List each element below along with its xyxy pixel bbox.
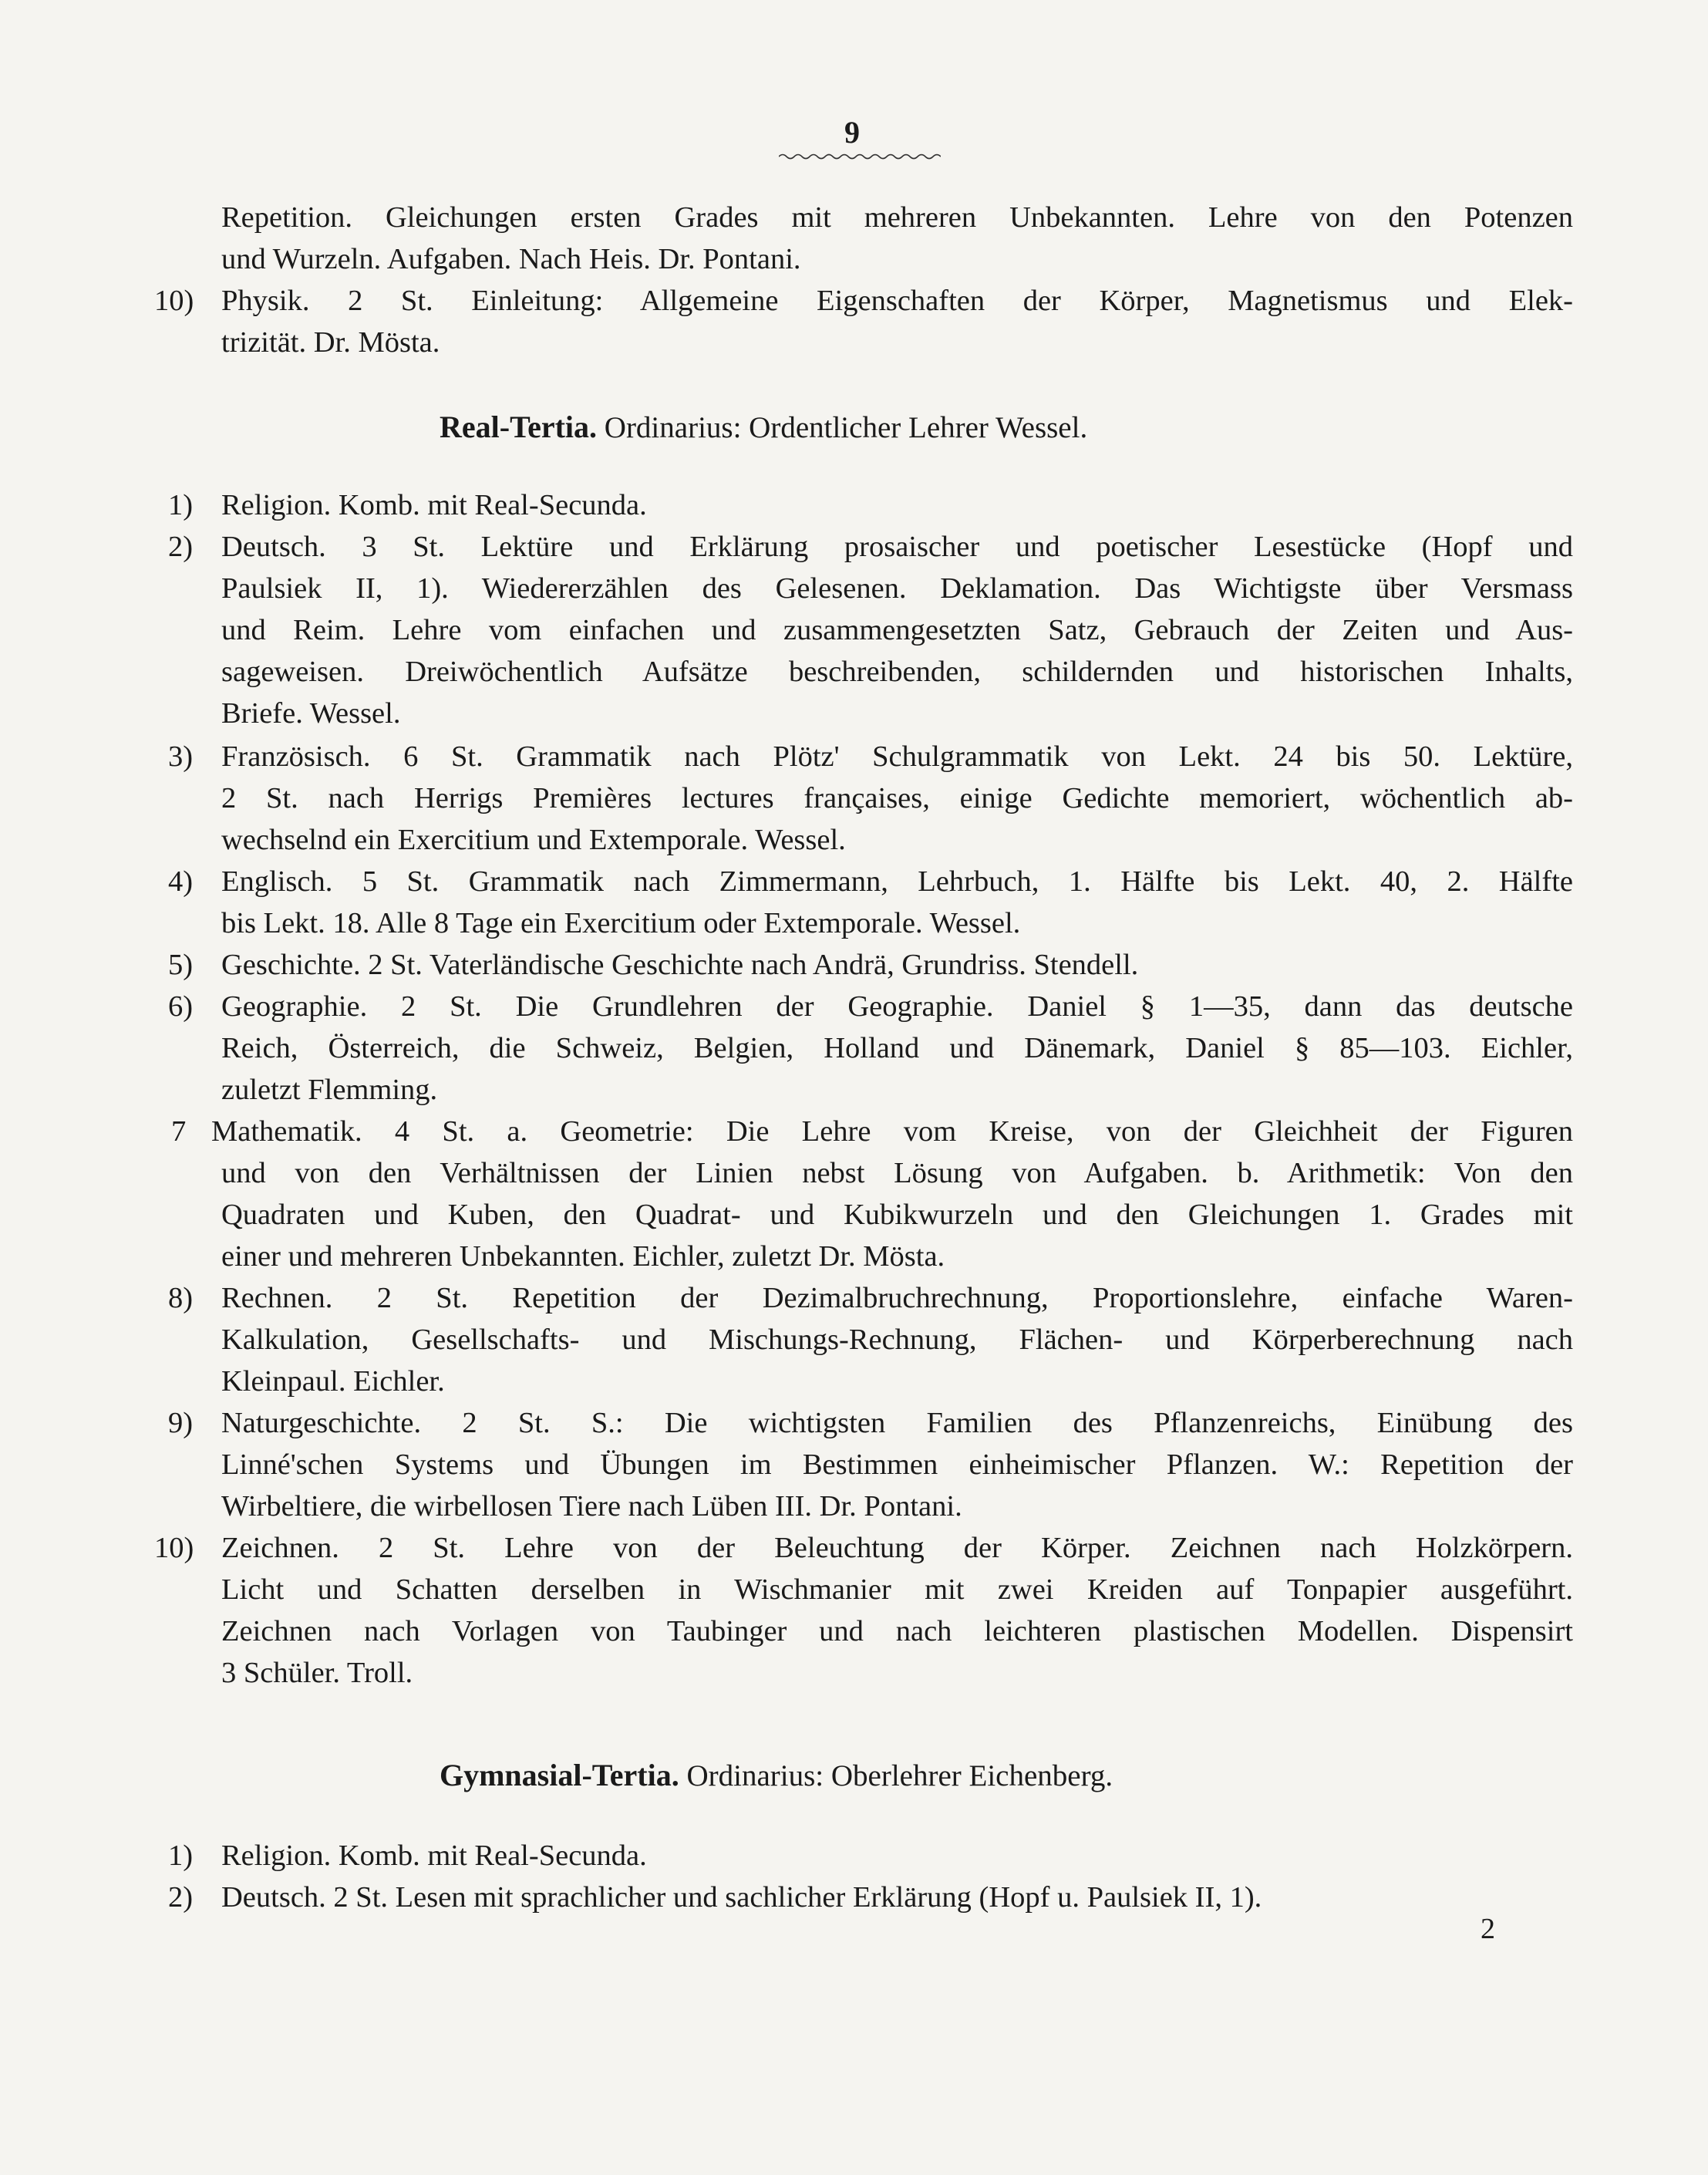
item-line: Mathematik. 4 St. a. Geometrie: Die Lehre vom Kreise, von der Gleichheit der Figuren xyxy=(211,1115,1573,1148)
item-line: Englisch. 5 St. Grammatik nach Zimmermann, Lehrbuch, 1. Hälfte bis Lekt. 40, 2. Hälfte xyxy=(221,865,1573,898)
item-line: Geographie. 2 St. Die Grundlehren der Geographie. Daniel § 1—35, dann das deutsche xyxy=(221,990,1573,1023)
item-number: 1) xyxy=(168,1839,194,1872)
item-line: Naturgeschichte. 2 St. S.: Die wichtigsten Familien des Pflanzenreichs, Einübung des xyxy=(221,1407,1573,1439)
signature-mark: 2 xyxy=(1481,1913,1495,1945)
item-line: sageweisen. Dreiwöchentlich Aufsätze beschreibenden, schildernden und historischen Inhalts, xyxy=(221,656,1573,688)
item-line: 3 Schüler. Troll. xyxy=(221,1657,413,1689)
item-line: Kalkulation, Gesellschafts- und Mischungs-Rechnung, Flächen- und Körperberechnung nach xyxy=(221,1324,1573,1356)
item-line: Kleinpaul. Eichler. xyxy=(221,1365,445,1398)
item-number: 4) xyxy=(168,865,194,898)
item-line: und Reim. Lehre vom einfachen und zusammengesetzten Satz, Gebrauch der Zeiten und Aus- xyxy=(221,614,1573,646)
item-line: Französisch. 6 St. Grammatik nach Plötz' Schulgrammatik von Lekt. 24 bis 50. Lektüre, xyxy=(221,740,1573,773)
item-number: 2) xyxy=(168,531,194,563)
item-number: 10) xyxy=(154,1532,194,1564)
item-number: 6) xyxy=(168,990,194,1023)
intro-line-1: Repetition. Gleichungen ersten Grades mit mehreren Unbekannten. Lehre von den Potenzen xyxy=(221,201,1573,234)
section-ordinarius: Ordinarius: Ordentlicher Lehrer Wessel. xyxy=(604,411,1088,444)
item-number: 1) xyxy=(168,489,194,521)
item-line: Paulsiek II, 1). Wiedererzählen des Gelesenen. Deklamation. Das Wichtigste über Versmass xyxy=(221,572,1573,605)
item-line: Religion. Komb. mit Real-Secunda. xyxy=(221,1839,647,1872)
item-number: 2) xyxy=(168,1881,194,1914)
item-number: 8) xyxy=(168,1282,194,1314)
item-line: Zeichnen nach Vorlagen von Taubinger und nach leichteren plastischen Modellen. Dispensirt xyxy=(221,1615,1573,1647)
section-ordinarius: Ordinarius: Oberlehrer Eichenberg. xyxy=(686,1759,1113,1792)
item-number: 10) xyxy=(154,285,194,317)
item-line: Geschichte. 2 St. Vaterländische Geschichte nach Andrä, Grundriss. Stendell. xyxy=(221,949,1139,981)
physik-line-1: Physik. 2 St. Einleitung: Allgemeine Eigenschaften der Körper, Magnetismus und Elek- xyxy=(221,285,1573,317)
section-title: Real-Tertia. xyxy=(440,410,598,444)
item-line: und von den Verhältnissen der Linien nebst Lösung von Aufgaben. b. Arithmetik: Von den xyxy=(221,1157,1573,1189)
item-line: Deutsch. 3 St. Lektüre und Erklärung prosaischer und poetischer Lesestücke (Hopf und xyxy=(221,531,1573,563)
item-line: Briefe. Wessel. xyxy=(221,697,401,730)
item-line: Licht und Schatten derselben in Wischmanier mit zwei Kreiden auf Tonpapier ausgeführt. xyxy=(221,1573,1573,1606)
wavy-rule-ornament xyxy=(779,153,941,160)
item-line: Religion. Komb. mit Real-Secunda. xyxy=(221,489,647,521)
item-number: 9) xyxy=(168,1407,194,1439)
physik-line-2: trizität. Dr. Mösta. xyxy=(221,326,440,359)
item-number: 5) xyxy=(168,949,194,981)
item-line: Rechnen. 2 St. Repetition der Dezimalbruchrechnung, Proportionslehre, einfache Waren- xyxy=(221,1282,1573,1314)
item-line: Linné'schen Systems und Übungen im Bestimmen einheimischer Pflanzen. W.: Repetition der xyxy=(221,1448,1573,1481)
item-line: Quadraten und Kuben, den Quadrat- und Kubikwurzeln und den Gleichungen 1. Grades mit xyxy=(221,1199,1573,1231)
item-line: Zeichnen. 2 St. Lehre von der Beleuchtung der Körper. Zeichnen nach Holzkörpern. xyxy=(221,1532,1573,1564)
section-heading-gymnasial-tertia xyxy=(440,1752,1113,1799)
page-number: 9 xyxy=(844,115,860,150)
item-line: wechselnd ein Exercitium und Extemporale. Wessel. xyxy=(221,824,846,856)
item-number: 7 xyxy=(171,1115,187,1148)
item-line: zuletzt Flemming. xyxy=(221,1074,438,1106)
item-line: Wirbeltiere, die wirbellosen Tiere nach Lüben III. Dr. Pontani. xyxy=(221,1490,962,1522)
item-line: Deutsch. 2 St. Lesen mit sprachlicher und sachlicher Erklärung (Hopf u. Paulsiek II, 1). xyxy=(221,1881,1262,1914)
intro-line-2: und Wurzeln. Aufgaben. Nach Heis. Dr. Pontani. xyxy=(221,243,801,275)
item-line: bis Lekt. 18. Alle 8 Tage ein Exercitium oder Extemporale. Wessel. xyxy=(221,907,1021,939)
item-line: Reich, Österreich, die Schweiz, Belgien, Holland und Dänemark, Daniel § 85—103. Eichler, xyxy=(221,1032,1573,1064)
item-line: 2 St. nach Herrigs Premières lectures françaises, einige Gedichte memoriert, wöchentlich ab- xyxy=(221,782,1573,814)
section-heading-real-tertia xyxy=(440,404,1087,450)
item-line: einer und mehreren Unbekannten. Eichler, zuletzt Dr. Mösta. xyxy=(221,1240,945,1273)
section-title: Gymnasial-Tertia. xyxy=(440,1758,679,1792)
item-number: 3) xyxy=(168,740,194,773)
